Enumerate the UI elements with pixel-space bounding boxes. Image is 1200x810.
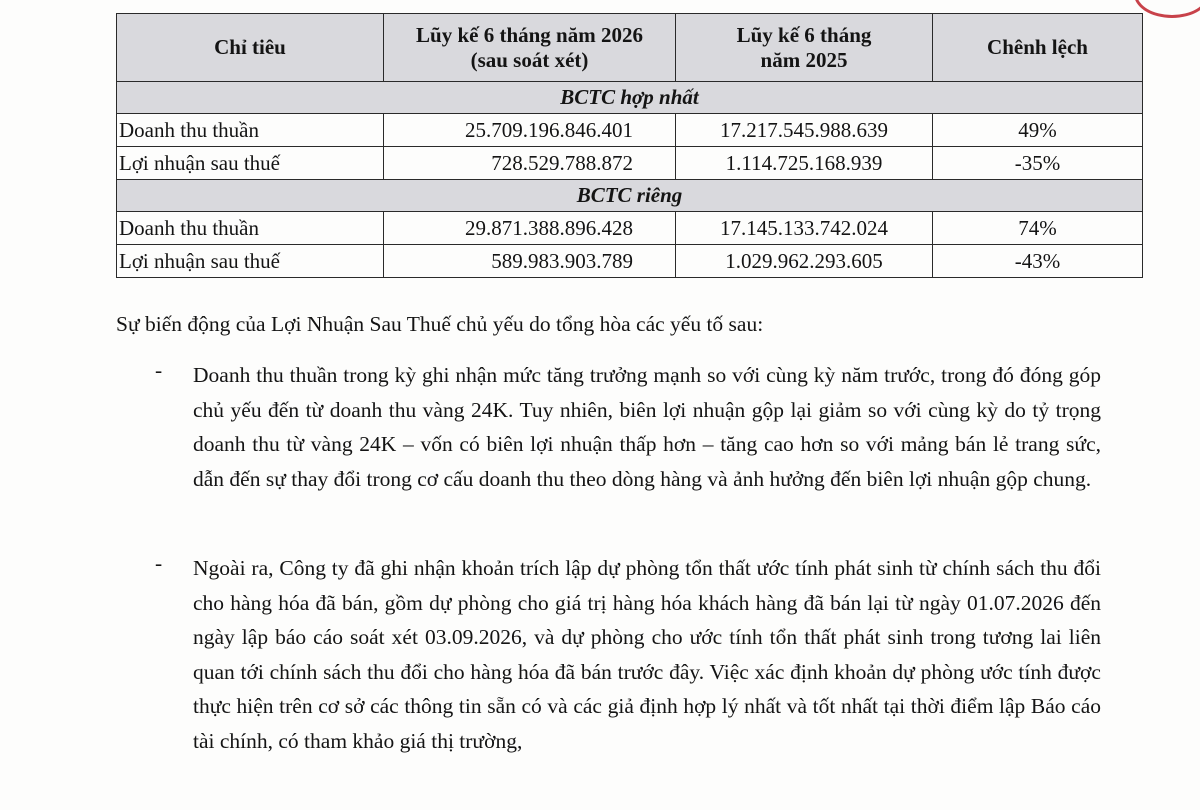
table-row: Doanh thu thuần 25.709.196.846.401 17.217.545.988.639 49% [117, 114, 1143, 147]
bullet-marker: - [155, 358, 163, 382]
table-row: Lợi nhuận sau thuế 589.983.903.789 1.029.962.293.605 -43% [117, 245, 1143, 278]
table-header-row [117, 14, 1143, 82]
company-stamp [1134, 0, 1200, 18]
header-ytd-2025: Lũy kế 6 tháng năm 2025 [676, 14, 933, 82]
financial-results-table [116, 13, 1143, 278]
table-row: Doanh thu thuần 29.871.388.896.428 17.145.133.742.024 74% [117, 212, 1143, 245]
intro-paragraph: Sự biến động của Lợi Nhuận Sau Thuế chủ yếu do tổng hòa các yếu tố sau: [116, 312, 764, 336]
header-indicator: Chỉ tiêu [117, 14, 384, 82]
section-row-consolidated: BCTC hợp nhất [117, 82, 1143, 114]
bullet-text: Doanh thu thuần trong kỳ ghi nhận mức tăng trưởng mạnh so với cùng kỳ năm trước, trong đó đóng góp chủ yếu đến từ doanh thu vàng 24K. Tuy nhiên, biên lợi nhuận gộp lại giảm so với cùng kỳ do tỷ trọng doanh thu từ vàng 24K – vốn có biên lợi nhuận thấp hơn – tăng cao hơn so với mảng bán lẻ trang sức, dẫn đến sự thay đổi trong cơ cấu doanh thu theo dòng hàng và ảnh hưởng đến biên lợi nhuận gộp chung. [193, 363, 1102, 491]
bullet-marker: - [155, 551, 163, 575]
header-difference: Chênh lệch [933, 14, 1143, 82]
table-row: Lợi nhuận sau thuế 728.529.788.872 1.114.725.168.939 -35% [117, 147, 1143, 180]
bullet-text: Ngoài ra, Công ty đã ghi nhận khoản trích lập dự phòng tổn thất ước tính phát sinh từ chính sách thu đổi cho hàng hóa đã bán, gồm dự phòng cho giá trị hàng hóa khách hàng đã bán lại từ ngày 01.07.2026 đến ngày lập báo cáo soát xét 03.09.2026, và dự phòng cho ước tính tổn thất phát sinh trong tương lai liên quan tới chính sách thu đổi cho hàng hóa đã bán trước đây. Việc xác định khoản dự phòng ước tính được thực hiện trên cơ sở các thông tin sẵn có và các giả định hợp lý nhất và tốt nhất tại thời điểm lập Báo cáo tài chính, có tham khảo giá thị trường, [193, 556, 1102, 753]
section-row-separate: BCTC riêng [117, 180, 1143, 212]
header-ytd-2026: Lũy kế 6 tháng năm 2026 (sau soát xét) [384, 14, 676, 82]
